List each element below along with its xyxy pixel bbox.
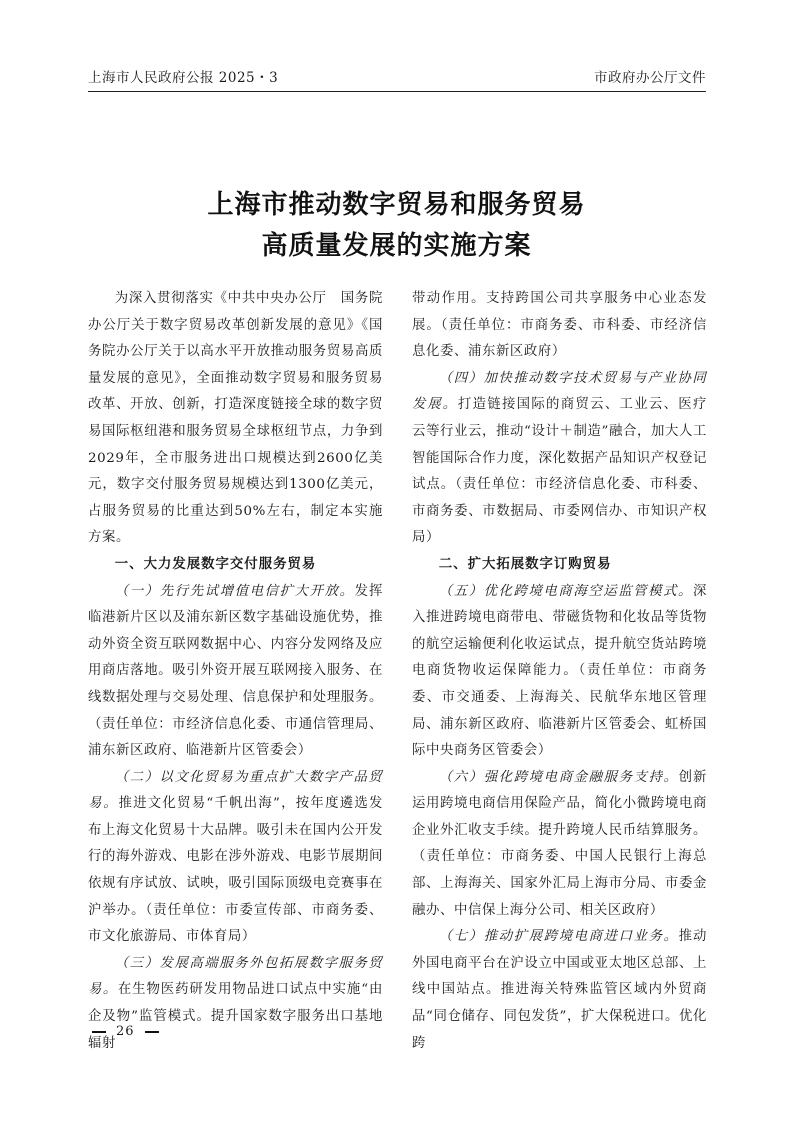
item-5-paragraph	[412, 579, 707, 765]
section-heading-1: 一、大力发展数字交付服务贸易	[114, 556, 317, 572]
item-7-body: 推动外国电商平台在沪设立中国或亚太地区总部、上线中国站点。推进海关特殊监管区域内外贸商品“同仓储存、同包发货”，扩大保税进口。优化跨	[412, 929, 708, 1051]
item-7-paragraph	[412, 924, 707, 1057]
item-3-paragraph	[88, 951, 383, 1057]
left-column	[88, 286, 383, 1057]
item-2-body: 推进文化贸易“千帆出海”，按年度遴选发布上海文化贸易十大品牌。吸引未在国内公开发行的海外游戏、电影在涉外游戏、电影节展期间依规有序试放、试映，吸引国际顶级电竞赛事在沪举办。（责任单位：市委宣传部、市商务委、市文化旅游局、市体育局）	[88, 796, 384, 945]
item-1-body: 发挥临港新片区以及浦东新区数字基础设施优势，推动外资全资互联网数据中心、内容分发网络及应用商店落地。吸引外资开展互联网接入服务、在线数据处理与交易处理、信息保护和处理服务。（责任单位：市经济信息化委、市通信管理局、浦东新区政府、临港新片区管委会）	[88, 583, 384, 759]
header-divider	[88, 91, 706, 92]
page-number: 26	[116, 1024, 135, 1039]
item-5-lead: （五）优化跨境电商海空运监管模式。	[438, 583, 693, 599]
document-title-line-2: 高质量发展的实施方案	[261, 231, 532, 261]
item-3-continuation: 带动作用。支持跨国公司共享服务中心业态发展。（责任单位：市商务委、市科委、市经济信息化委、浦东新区政府）	[412, 291, 707, 360]
intro-paragraph: 为深入贯彻落实《中共中央办公厅 国务院办公厅关于数字贸易改革创新发展的意见》《国务院办公厅关于以高水平开放推动服务贸易高质量发展的意见》，全面推动数字贸易和服务贸易改革、开放、创新，打造深度链接全球的数字贸易国际枢纽港和服务贸易全球枢纽节点，力争到2029年，全市服务进出口规模达到2600亿美元，数字交付服务贸易规模达到1300亿美元，占服务贸易的比重达到50%左右，制定本实施方案。	[88, 291, 383, 546]
item-3-lead: （三）发展高端服务外包拓展数字服务贸易。	[88, 955, 383, 998]
item-4-body: 打造链接国际的商贸云、工业云、医疗云等行业云，推动“设计＋制造”融合，加大人工智能国际合作力度，深化数据产品知识产权登记试点。（责任单位：市经济信息化委、市科委、市商务委、市数据局、市委网信办、市知识产权局）	[412, 397, 707, 546]
dash-left	[92, 1031, 106, 1033]
item-1-paragraph	[88, 579, 383, 765]
document-title-line-1: 上海市推动数字贸易和服务贸易	[207, 190, 586, 220]
dash-right	[145, 1031, 159, 1033]
item-6-lead: （六）强化跨境电商金融服务支持。	[438, 769, 679, 785]
item-5-body: 深入推进跨境电商带电、带磁货物和化妆品等货物的航空运输便利化收运试点，提升航空货站跨境电商货物收运保障能力。（责任单位：市商务委、市交通委、上海海关、民航华东地区管理局、浦东新区政府、临港新片区管委会、虹桥国际中央商务区管委会）	[412, 583, 707, 759]
item-2-paragraph	[88, 765, 383, 951]
right-column	[412, 286, 707, 1057]
item-1-lead: （一）先行先试增值电信扩大开放。	[114, 583, 355, 599]
item-2-lead: （二）以文化贸易为重点扩大数字产品贸易。	[88, 769, 383, 812]
item-4-lead: （四）加快推动数字技术贸易与产业协同发展。	[412, 370, 707, 413]
section-heading-2: 二、扩大拓展数字订购贸易	[438, 556, 612, 572]
item-6-body: 创新运用跨境电商信用保险产品，简化小微跨境电商企业外汇收支手续。提升跨境人民币结算服务。（责任单位：市商务委、中国人民银行上海总部、上海海关、国家外汇局上海市分局、市委金融办、中信保上海分公司、相关区政府）	[412, 769, 708, 918]
item-6-paragraph	[412, 765, 707, 925]
item-7-lead: （七）推动扩展跨境电商进口业务。	[438, 929, 679, 945]
publication-name: 上海市人民政府公报 2025・3	[88, 70, 279, 86]
running-header	[88, 66, 706, 90]
section-label: 市政府办公厅文件	[594, 70, 706, 86]
page-number-footer	[92, 1024, 169, 1039]
item-4-paragraph	[412, 366, 707, 552]
item-3-body: 在生物医药研发用物品进口试点中实施“由企及物”监管模式。提升国家数字服务出口基地辐射	[88, 982, 383, 1051]
